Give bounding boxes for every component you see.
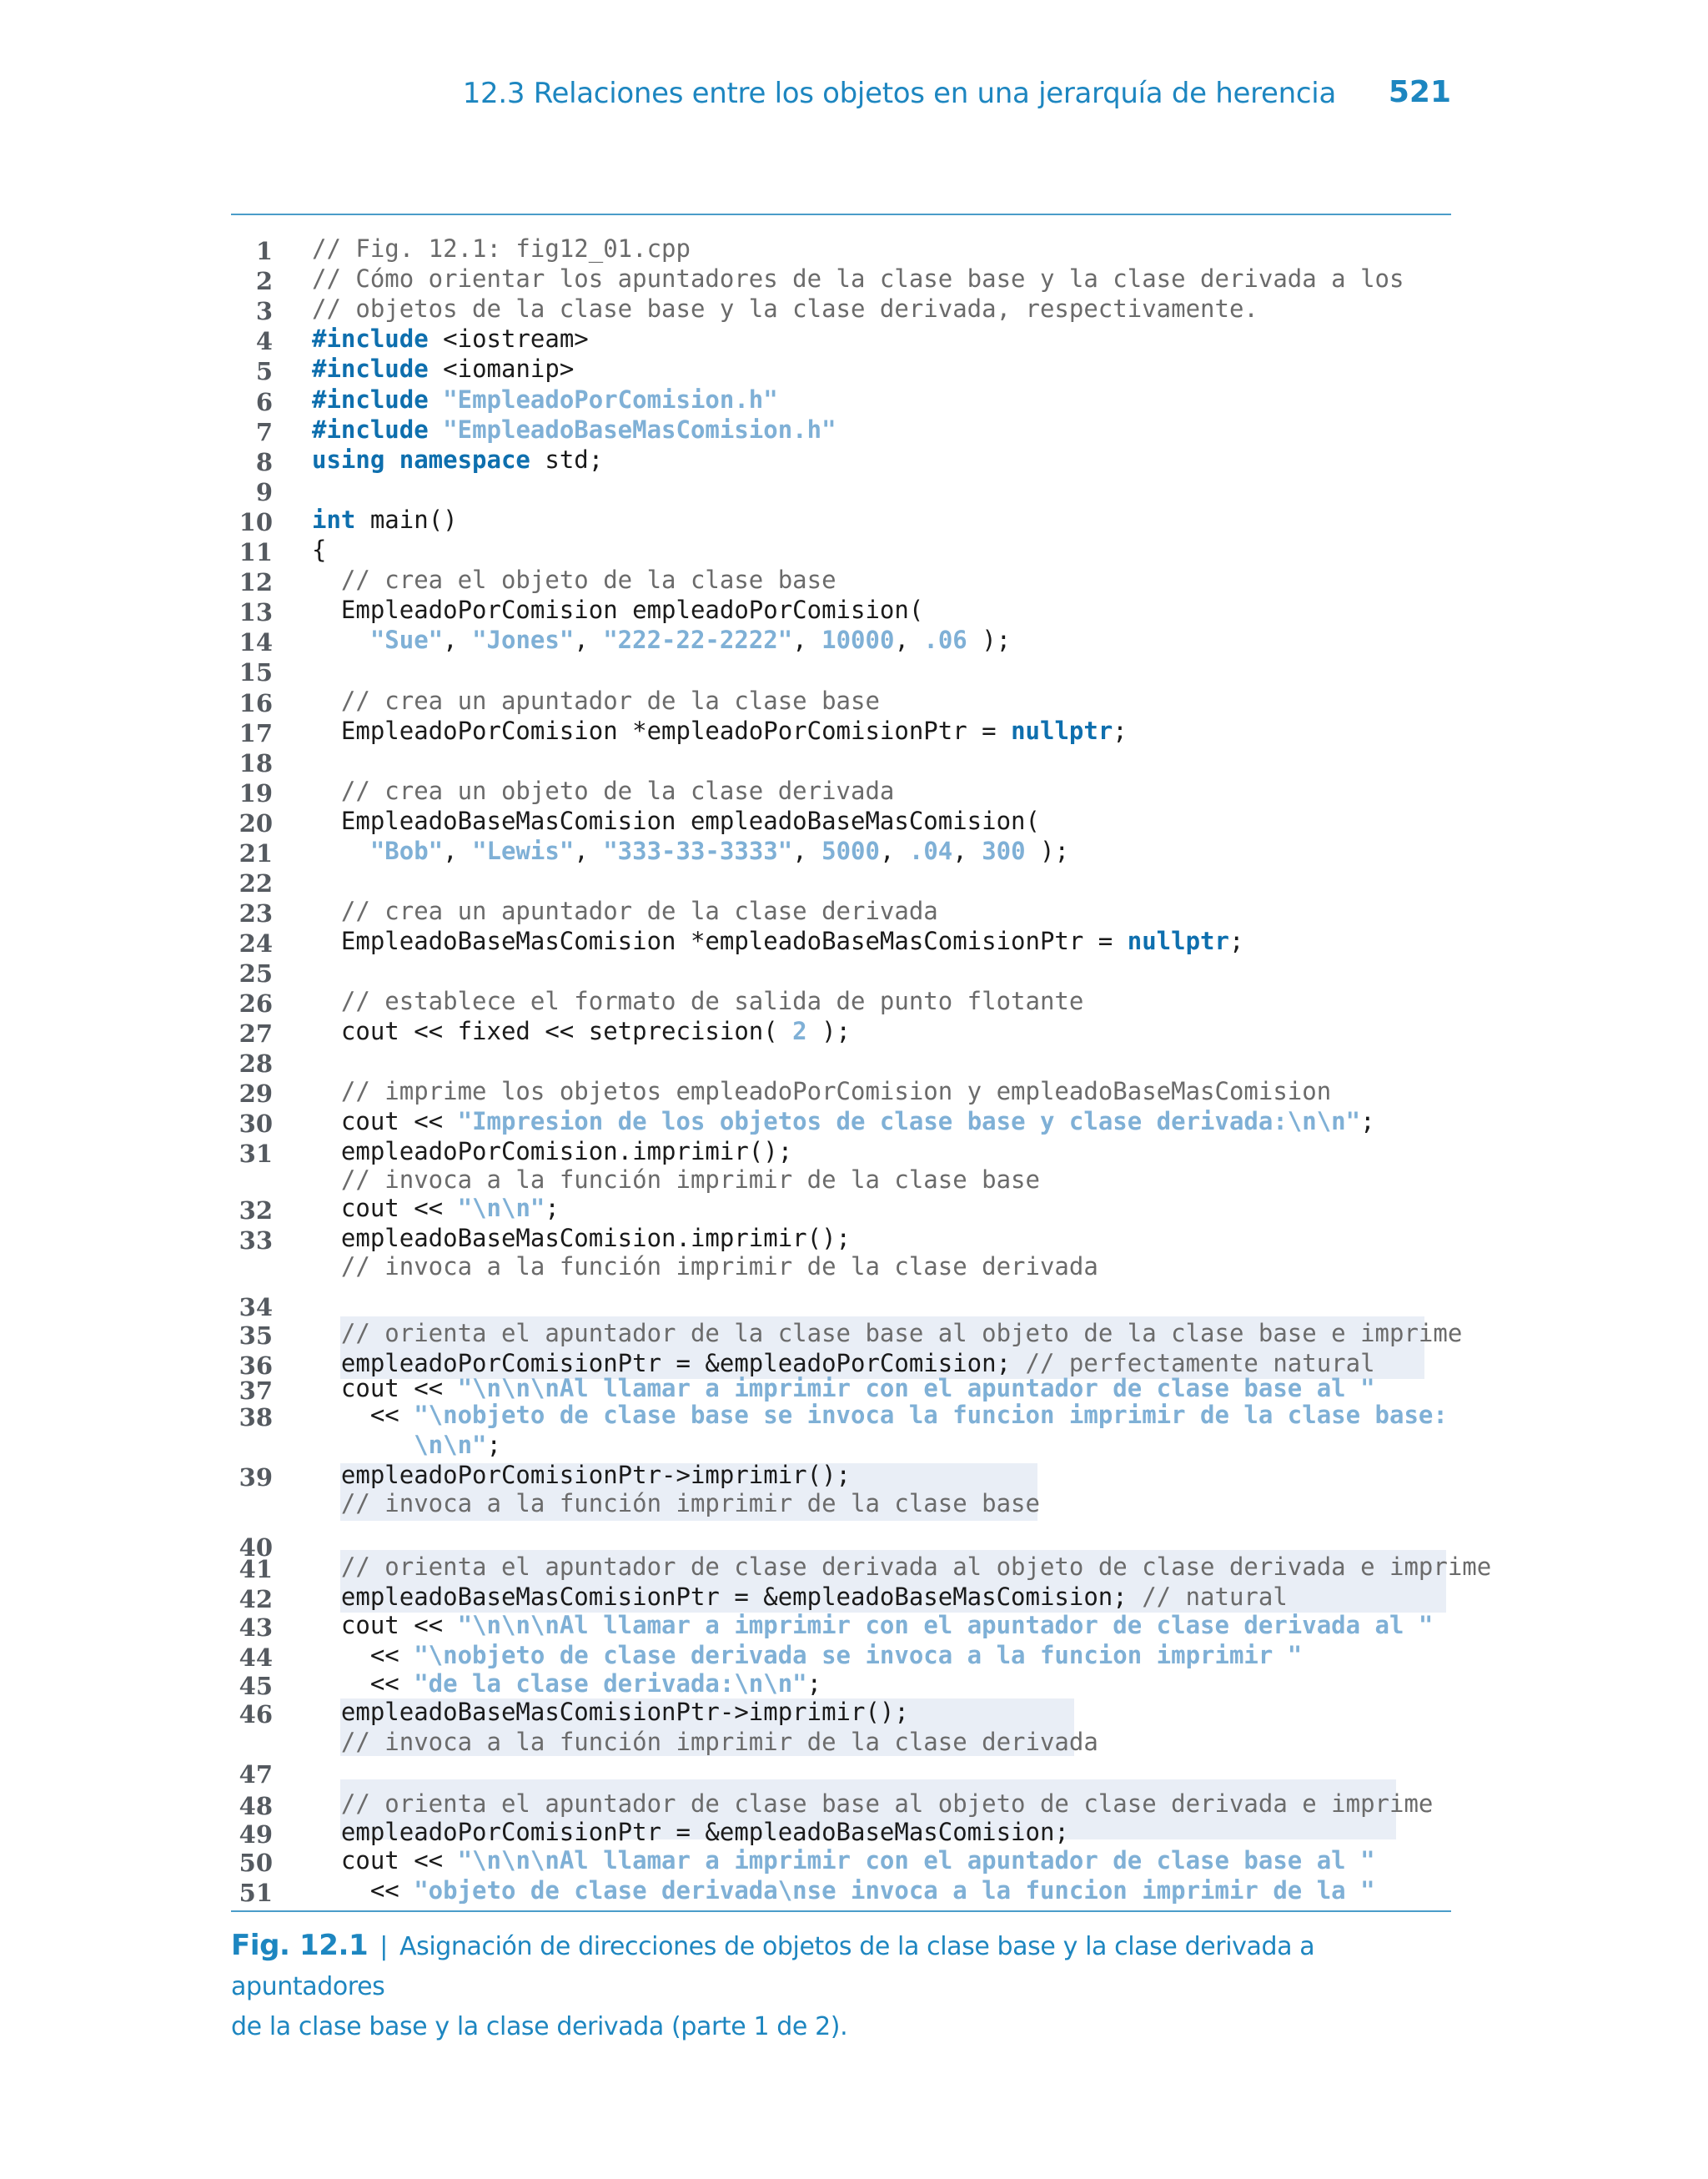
code-string: \n\n" (414, 1431, 487, 1459)
code-comment: // crea el objeto de la clase base (340, 566, 836, 594)
code-token (312, 1165, 341, 1194)
code-token (312, 837, 370, 865)
code-token (312, 1252, 341, 1281)
line-number: 12 (239, 568, 273, 596)
code-string: "Bob" (369, 837, 444, 865)
caption-line-1 (231, 1925, 1451, 2007)
line-number: 7 (255, 418, 273, 446)
code-string: "\n\n\nAl llamar a imprimir con el apuntador de clase base al " (457, 1846, 1375, 1875)
line-number: 1 (255, 237, 273, 265)
code-token: ; (545, 1194, 560, 1222)
code-string: "333-33-3333" (603, 837, 793, 865)
code-number: .04 (908, 837, 953, 865)
code-token: cout << (312, 1194, 458, 1222)
code-string: "EmpleadoBaseMasComision.h" (443, 415, 836, 444)
code-token (312, 1077, 341, 1105)
code-token: empleadoBaseMasComisionPtr->imprimir(); (312, 1698, 909, 1726)
code-number: 10000 (821, 626, 895, 654)
line-number: 26 (239, 989, 273, 1018)
code-text (312, 234, 691, 264)
code-comment: // establece el formato de salida de punto flotante (340, 987, 1084, 1015)
code-text (312, 595, 923, 625)
code-token: , (792, 626, 822, 654)
code-token: ; (486, 1431, 501, 1459)
code-token: << (312, 1641, 414, 1669)
code-token: ; (1360, 1107, 1375, 1135)
code-comment: // orienta el apuntador de clase base al objeto de clase derivada e imprime (340, 1789, 1434, 1818)
code-text (312, 1817, 1069, 1847)
line-number: 17 (239, 719, 273, 747)
code-string: "\n\n" (457, 1194, 545, 1222)
code-token: cout << (312, 1611, 458, 1639)
code-text (312, 1223, 851, 1253)
line-number: 21 (239, 839, 273, 868)
caption-text-2: de la clase base y la clase derivada (parte 1 de 2). (231, 2012, 848, 2041)
code-token: cout << fixed << setprecision( (312, 1017, 793, 1045)
code-token: { (312, 536, 327, 564)
top-rule (231, 214, 1451, 215)
code-comment: // invoca a la función imprimir de la clase base (340, 1489, 1040, 1517)
line-number: 6 (255, 388, 273, 416)
code-string: "\n\n\nAl llamar a imprimir con el apuntador de clase base al " (457, 1374, 1375, 1402)
code-text (312, 716, 1128, 746)
code-comment: // crea un objeto de la clase derivada (340, 777, 895, 805)
code-text (312, 1076, 1331, 1106)
line-number: 14 (239, 628, 273, 657)
code-text (312, 926, 1243, 956)
code-token (312, 1319, 341, 1347)
code-token (312, 687, 341, 715)
code-text (312, 264, 1404, 294)
code-text (312, 1016, 851, 1046)
line-number: 9 (255, 478, 273, 506)
code-token (312, 777, 341, 805)
section-title: 12.3 Relaciones entre los objetos en una jerarquía de herencia (462, 77, 1336, 110)
line-number: 8 (255, 448, 273, 476)
code-token: <iomanip> (428, 355, 575, 383)
code-number: .06 (923, 626, 967, 654)
code-string: "Impresion de los objetos de clase base y clase derivada:\n\n" (457, 1107, 1361, 1135)
line-number: 35 (239, 1321, 273, 1350)
code-token: , (879, 837, 909, 865)
line-number: 46 (239, 1700, 273, 1729)
code-token (312, 1489, 341, 1517)
line-number: 22 (239, 869, 273, 898)
code-string: "\nobjeto de clase derivada se invoca a la funcion imprimir " (414, 1641, 1303, 1669)
code-token: main() (355, 506, 458, 534)
code-text (312, 1136, 792, 1166)
code-text (312, 896, 938, 926)
code-token (312, 987, 341, 1015)
code-token: , (574, 626, 604, 654)
code-keyword: #include (312, 355, 429, 383)
code-token: cout << (312, 1107, 458, 1135)
code-token: , (894, 626, 924, 654)
code-token (312, 897, 341, 925)
code-text (312, 1106, 1375, 1136)
code-number: 5000 (821, 837, 880, 865)
code-text (312, 686, 880, 716)
line-number: 16 (239, 689, 273, 717)
line-number: 43 (239, 1613, 273, 1642)
code-comment: // invoca a la función imprimir de la clase derivada (340, 1252, 1098, 1281)
code-keyword: nullptr (1011, 717, 1113, 745)
code-token: empleadoBaseMasComisionPtr = &empleadoBaseMasComision; (312, 1583, 1143, 1611)
page-number: 521 (1388, 75, 1451, 109)
code-token (312, 566, 341, 594)
code-text (312, 1640, 1302, 1670)
code-text (312, 294, 1258, 324)
code-token: ); (806, 1017, 851, 1045)
line-number: 28 (239, 1049, 273, 1078)
code-token: ; (806, 1669, 822, 1698)
code-text (312, 415, 836, 445)
code-comment: // natural (1142, 1583, 1288, 1611)
code-token (312, 1431, 414, 1459)
code-token: empleadoPorComisionPtr = &empleadoBaseMasComision; (312, 1818, 1069, 1846)
line-number: 42 (239, 1585, 273, 1613)
code-comment: // crea un apuntador de la clase derivada (340, 897, 938, 925)
code-comment: // perfectamente natural (1025, 1349, 1375, 1377)
code-text (312, 1552, 1491, 1582)
code-text (312, 1318, 1462, 1348)
code-token: cout << (312, 1374, 458, 1402)
code-token: EmpleadoPorComision *empleadoPorComisionPtr = (312, 717, 1012, 745)
code-text (312, 1488, 1040, 1518)
code-token: ; (1113, 717, 1128, 745)
line-number: 3 (255, 297, 273, 325)
code-text (312, 1789, 1433, 1819)
line-number: 47 (239, 1760, 273, 1789)
code-text (312, 625, 1011, 655)
code-text (312, 505, 458, 535)
code-token: empleadoPorComision.imprimir(); (312, 1137, 793, 1165)
code-string: "EmpleadoPorComision.h" (443, 385, 778, 414)
line-number: 10 (239, 508, 273, 536)
code-string: "Lewis" (472, 837, 575, 865)
code-comment: // Cómo orientar los apuntadores de la clase base y la clase derivada a los (312, 264, 1404, 293)
code-comment: // imprime los objetos empleadoPorComision y empleadoBaseMasComision (340, 1077, 1332, 1105)
line-number: 34 (239, 1293, 273, 1321)
code-token: , (792, 837, 822, 865)
code-text (312, 535, 326, 565)
line-number: 32 (239, 1196, 273, 1225)
code-keyword: #include (312, 415, 429, 444)
code-text (312, 836, 1069, 866)
code-text (312, 806, 1040, 836)
code-token: std; (530, 445, 604, 474)
code-token: EmpleadoPorComision empleadoPorComision( (312, 596, 924, 624)
figure-label: Fig. 12.1 (231, 1929, 369, 1962)
code-token: ); (967, 626, 1012, 654)
code-text (312, 565, 836, 595)
code-string: "222-22-2222" (603, 626, 793, 654)
code-comment: // invoca a la función imprimir de la clase derivada (340, 1728, 1098, 1756)
code-token: empleadoPorComisionPtr->imprimir(); (312, 1461, 851, 1489)
line-number: 31 (239, 1140, 273, 1168)
line-number: 2 (255, 267, 273, 295)
line-number: 19 (239, 779, 273, 808)
code-number: 300 (982, 837, 1026, 865)
line-number: 15 (239, 658, 273, 687)
code-text (312, 1582, 1288, 1612)
line-number: 44 (239, 1643, 273, 1672)
code-string: "Jones" (472, 626, 575, 654)
line-number: 48 (239, 1792, 273, 1820)
line-number: 5 (255, 357, 273, 385)
code-comment: // orienta el apuntador de la clase base al objeto de la clase base e imprime (340, 1319, 1463, 1347)
line-number: 36 (239, 1351, 273, 1380)
line-number: 24 (239, 929, 273, 958)
code-comment: // invoca a la función imprimir de la clase base (340, 1165, 1040, 1194)
line-number: 20 (239, 809, 273, 838)
line-number: 39 (239, 1463, 273, 1492)
line-number: 27 (239, 1019, 273, 1048)
code-text (312, 1697, 909, 1727)
code-token: <iostream> (428, 325, 589, 353)
code-token: << (312, 1669, 414, 1698)
code-text (312, 1610, 1433, 1640)
code-token (312, 1552, 341, 1581)
code-text (312, 776, 894, 806)
code-string: "de la clase derivada:\n\n" (414, 1669, 807, 1698)
code-text (312, 1251, 1098, 1281)
code-token: , (952, 837, 982, 865)
code-token (312, 1789, 341, 1818)
code-text (312, 1373, 1375, 1403)
code-text (312, 1727, 1098, 1757)
code-token: , (574, 837, 604, 865)
figure-caption (231, 1925, 1451, 2047)
code-token: << (312, 1401, 414, 1429)
line-number: 25 (239, 959, 273, 988)
line-number: 45 (239, 1672, 273, 1700)
code-comment: // objetos de la clase base y la clase derivada, respectivamente. (312, 294, 1258, 323)
line-number: 40 (239, 1533, 273, 1562)
line-number: 50 (239, 1849, 273, 1877)
running-header (0, 77, 1451, 118)
line-number: 18 (239, 749, 273, 777)
code-comment: // crea un apuntador de la clase base (340, 687, 880, 715)
line-number: 51 (239, 1879, 273, 1907)
code-text (312, 1430, 501, 1460)
code-token (312, 1728, 341, 1756)
code-token: , (443, 837, 473, 865)
code-keyword: nullptr (1127, 927, 1229, 955)
code-text (312, 385, 778, 415)
code-keyword: using namespace (312, 445, 530, 474)
line-number: 23 (239, 899, 273, 928)
code-string: "objeto de clase derivada\nse invoca a la funcion imprimir de la " (414, 1876, 1375, 1905)
code-keyword: #include (312, 385, 429, 414)
line-number: 30 (239, 1110, 273, 1138)
line-number: 29 (239, 1079, 273, 1108)
line-number: 41 (239, 1555, 273, 1583)
code-keyword: #include (312, 325, 429, 353)
line-number: 33 (239, 1226, 273, 1255)
code-token: empleadoPorComisionPtr = &empleadoPorComision; (312, 1349, 1026, 1377)
line-number: 37 (239, 1376, 273, 1405)
code-string: "\nobjeto de clase base se invoca la funcion imprimir de la clase base: (414, 1401, 1448, 1429)
code-text (312, 324, 589, 354)
code-token: EmpleadoBaseMasComision *empleadoBaseMasComisionPtr = (312, 927, 1128, 955)
code-keyword: int (312, 506, 356, 534)
code-text (312, 1400, 1448, 1430)
code-text (312, 1668, 821, 1698)
line-number: 4 (255, 327, 273, 355)
code-number: 2 (792, 1017, 807, 1045)
code-text (312, 1845, 1375, 1875)
code-comment: // Fig. 12.1: fig12_01.cpp (312, 234, 691, 263)
code-text (312, 1460, 851, 1490)
code-text (312, 354, 574, 384)
code-string: "Sue" (369, 626, 444, 654)
code-text (312, 1193, 560, 1223)
code-text (312, 445, 603, 475)
code-token: cout << (312, 1846, 458, 1875)
line-number: 13 (239, 598, 273, 627)
code-token: << (312, 1876, 414, 1905)
code-token (429, 385, 443, 414)
caption-text-1: Asignación de direcciones de objetos de la clase base y la clase derivada a apuntadores (231, 1932, 1315, 2001)
code-comment: // orienta el apuntador de clase derivada al objeto de clase derivada e imprime (340, 1552, 1492, 1581)
code-token: ; (1228, 927, 1244, 955)
bottom-rule (231, 1910, 1451, 1912)
line-number: 11 (239, 538, 273, 566)
line-number: 38 (239, 1403, 273, 1432)
code-token: , (443, 626, 473, 654)
line-number: 49 (239, 1820, 273, 1849)
code-token: EmpleadoBaseMasComision empleadoBaseMasComision( (312, 807, 1040, 835)
caption-separator: | (379, 1932, 388, 1961)
code-text (312, 986, 1083, 1016)
code-token (429, 415, 443, 444)
code-token: empleadoBaseMasComision.imprimir(); (312, 1224, 851, 1252)
code-token (312, 626, 370, 654)
code-string: "\n\n\nAl llamar a imprimir con el apuntador de clase derivada al " (457, 1611, 1434, 1639)
code-text (312, 1165, 1040, 1195)
code-text (312, 1875, 1375, 1905)
code-token: ); (1025, 837, 1069, 865)
